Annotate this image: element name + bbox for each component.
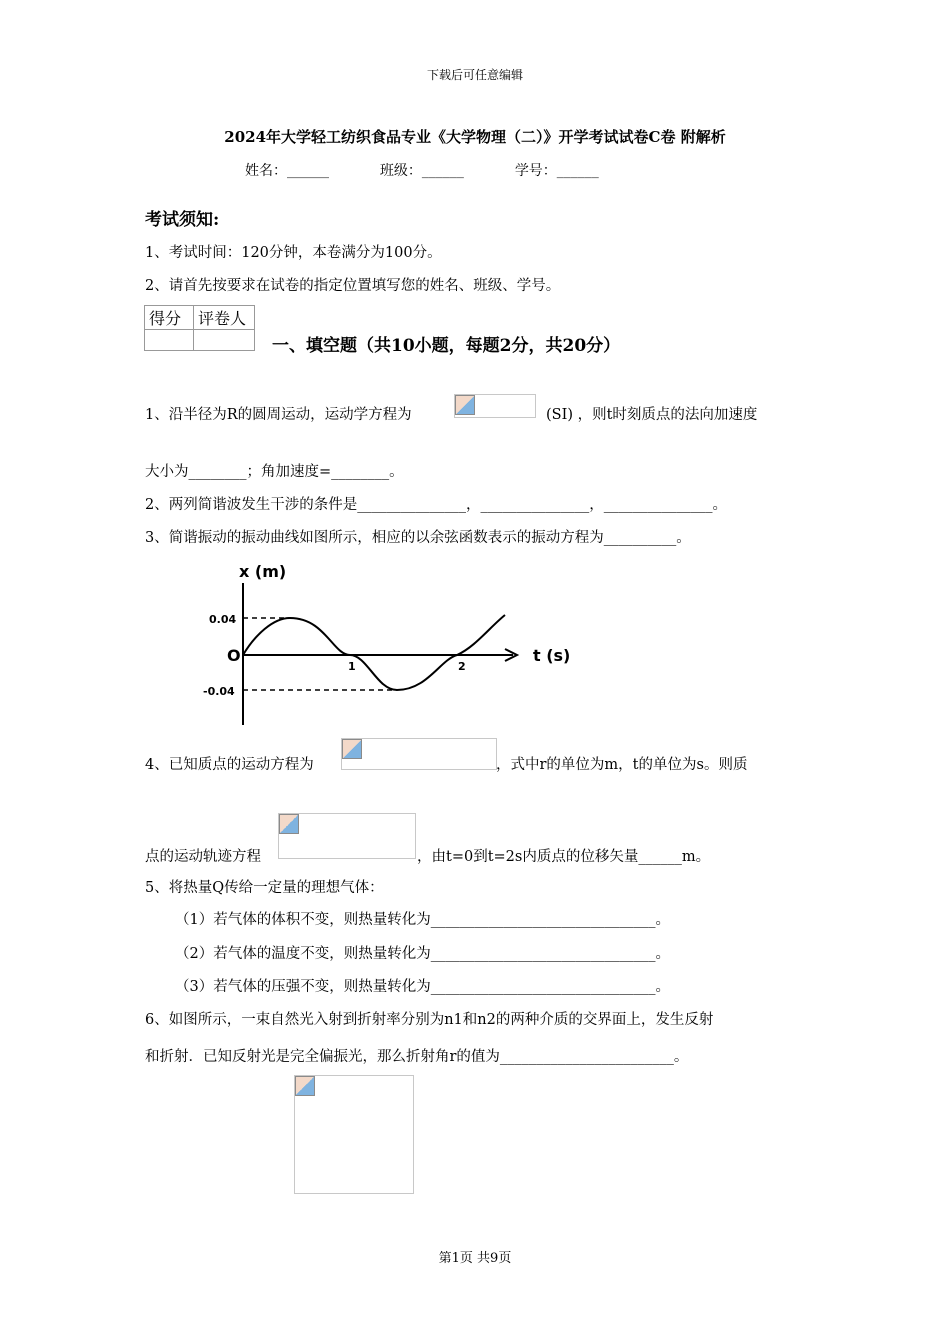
q5-stem: 5、将热量Q传给一定量的理想气体： [145, 880, 384, 896]
tick-top-label: 0.04 [209, 613, 237, 626]
q1-text-a: 1、沿半径为R的圆周运动，运动学方程为 [145, 407, 412, 423]
grader-header: 评卷人 [194, 306, 255, 330]
class-field[interactable]: 班级：______ [379, 163, 464, 179]
q4-text-b: ，式中r的单位为m，t的单位为s。则质 [496, 757, 748, 773]
q1-text-b: (SI) ，则t时刻质点的法向加速度 [546, 407, 758, 423]
student-id-field[interactable]: 学号：______ [514, 163, 599, 179]
origin-label: O [227, 646, 241, 665]
sine-curve [243, 615, 505, 690]
score-header: 得分 [145, 306, 194, 330]
q4-text-d: ，由t=0到t=2s内质点的位移矢量______m。 [417, 849, 711, 865]
page-header-note: 下载后可任意编辑 [426, 68, 523, 82]
score-table [144, 305, 255, 351]
name-field[interactable]: 姓名：______ [245, 163, 329, 179]
broken-image-icon [342, 739, 362, 759]
q6-figure-image [294, 1075, 414, 1194]
notice-heading: 考试须知: [145, 210, 220, 230]
x-axis-label: t (s) [533, 646, 571, 665]
grader-cell[interactable] [194, 330, 255, 351]
broken-image-icon [455, 395, 475, 415]
q3-text: 3、简谐振动的振动曲线如图所示，相应的以余弦函数表示的振动方程为__________。 [145, 530, 691, 546]
notice-item-2: 2、请首先按要求在试卷的指定位置填写您的姓名、班级、学号。 [145, 278, 561, 294]
tick-1-label: 1 [348, 660, 356, 673]
broken-image-icon [295, 1076, 315, 1096]
q4-trajectory-image [278, 813, 416, 859]
q2-text: 2、两列简谐波发生干涉的条件是_______________，_______________，_______________。 [145, 497, 727, 513]
q6-text-b: 和折射．已知反射光是完全偏振光，那么折射角r的值为________________________。 [145, 1049, 689, 1065]
q5-sub-1: （1）若气体的体积不变，则热量转化为_______________________________。 [175, 912, 670, 928]
score-cell[interactable] [145, 330, 194, 351]
y-axis-label: x (m) [239, 562, 287, 581]
q4-equation-image [341, 738, 497, 770]
q6-text-a: 6、如图所示，一束自然光入射到折射率分别为n1和n2的两种介质的交界面上，发生反射 [145, 1012, 714, 1028]
notice-item-1: 1、考试时间：120分钟，本卷满分为100分。 [145, 245, 442, 261]
q1-text-c: 大小为________；角加速度=________。 [145, 464, 404, 480]
vibration-curve-graph [195, 555, 595, 730]
tick-2-label: 2 [458, 660, 466, 673]
broken-image-icon [279, 814, 299, 834]
q4-text-a: 4、已知质点的运动方程为 [145, 757, 314, 773]
page-footer: 第1页 共9页 [438, 1251, 512, 1266]
section-title: 一、填空题（共10小题，每题2分，共20分） [272, 336, 621, 356]
tick-bottom-label: -0.04 [203, 685, 235, 698]
q1-equation-image [454, 394, 536, 418]
q4-text-c: 点的运动轨迹方程 [145, 849, 261, 865]
exam-title: 2024年大学轻工纺织食品专业《大学物理（二）》开学考试试卷C卷 附解析 [224, 128, 726, 146]
q5-sub-2: （2）若气体的温度不变，则热量转化为_______________________________。 [175, 946, 670, 962]
student-info-fields [245, 160, 599, 180]
q5-sub-3: （3）若气体的压强不变，则热量转化为_______________________________。 [175, 979, 670, 995]
